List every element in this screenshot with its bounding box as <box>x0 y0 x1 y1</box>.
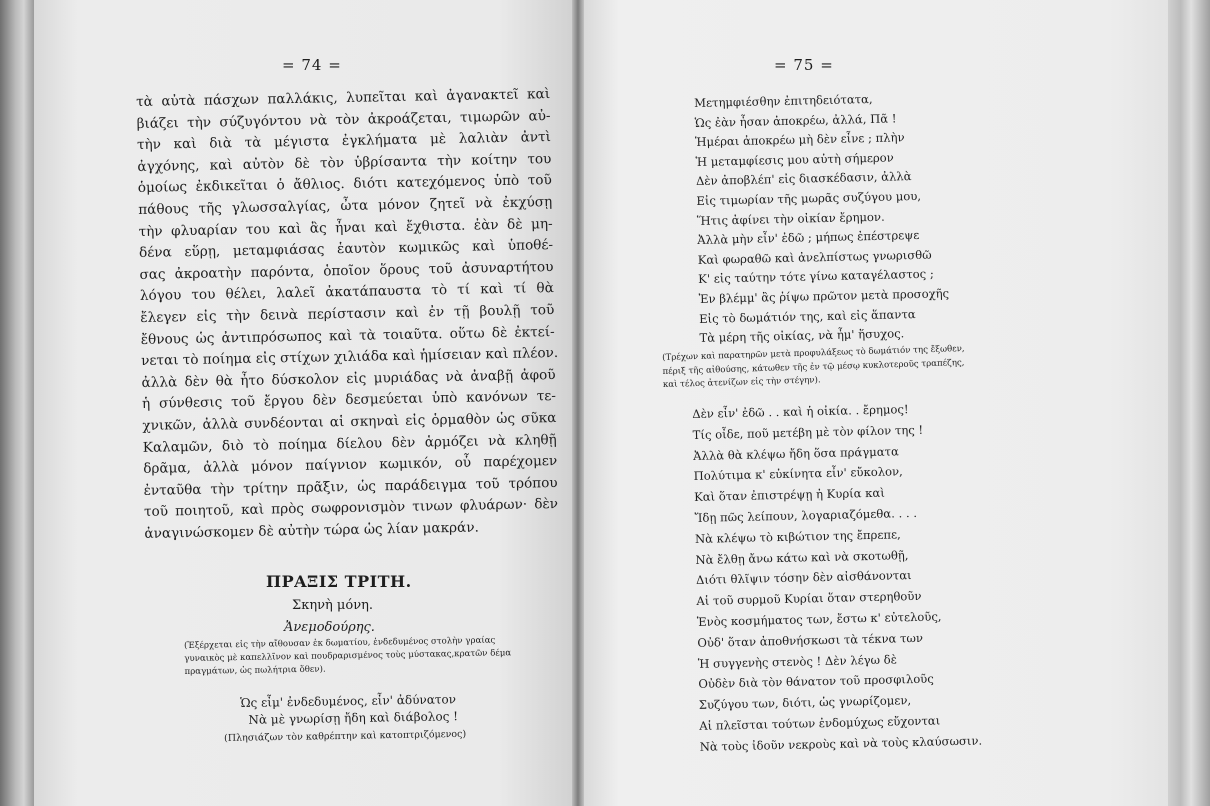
prose-line: σας ἀκροατὴν παρόντα, ὁποῖον ὅρους τοῦ ἀσυναρτήτου <box>139 258 554 283</box>
verse-line: Νὰ τοὺς ἰδοῦν νεκροὺς καὶ νὰ τοὺς κλαύσωσιν. <box>699 733 983 754</box>
left-page <box>34 0 580 806</box>
verse-line: Οὐδὲν διὰ τὸν θάνατον τοῦ προσφιλοῦς <box>698 671 934 692</box>
book-gutter <box>572 0 584 806</box>
verse-line: Δὲν εἶν' ἐδῶ . . καὶ ἡ οἰκία. . ἔρημος! <box>692 402 909 421</box>
verse-line: Νὰ ἔλθῃ ἄνω κάτω καὶ νὰ σκοτωθῇ, <box>695 547 909 567</box>
prose-line: πάθους τῆς γλωσσαλγίας, ὦτα μόνον ζητεῖ νὰ ἐκχύσῃ <box>138 194 553 218</box>
verse-line: Νὰ κλέψω τὸ κιβώτιον της ἔπρεπε, <box>694 527 901 546</box>
verse-line: Ἥτις ἀφίνει τὴν οἰκίαν ἔρημον. <box>696 209 885 228</box>
prose-line: ἡ σύνθεσις τοῦ ἔργου δὲν δεσμεύεται ὑπὸ κανόνων τε- <box>141 388 557 413</box>
stage-direction-line: πέριξ τῆς αἰθούσης, κάτωθεν τῆς ἐν τῷ μέσῳ κυκλοτεροῦς τραπέζης, <box>662 357 965 377</box>
prose-line: δένα εὕρῃ, μεταμφιάσας ἑαυτὸν κωμικῶς καὶ ὑποθέ- <box>138 237 554 262</box>
prose-line: ὁμοίως ἐκδικεῖται ὁ ἄθλιος. διότι κατεχόμενος ὑπὸ τοῦ <box>137 172 552 197</box>
stage-direction-line: (Τρέχων καὶ παρατηρῶν μετὰ προφυλάξεως τὸ δωμάτιόν της ἔξωθεν, <box>662 344 965 363</box>
character-name: Ἀνεμοδούρης. <box>284 620 375 635</box>
stage-direction-line: (Ἐξέρχεται εἰς τὴν αἴθουσαν ἐκ δωματίου, ἐνδεδυμένος στολὴν γραίας <box>184 635 496 651</box>
verse-block <box>240 691 458 729</box>
prose-line: ἀναγινώσκομεν δὲ αὐτὴν τώρα ὡς λίαν μακράν. <box>144 519 480 542</box>
prose-line: ἐνταῦθα τὴν τρίτην πρᾶξιν, ὡς παράδειγμα τοῦ τρόπου <box>143 474 558 499</box>
prose-line: ἀλλὰ δὲν θὰ ἦτο δύσκολον εἰς μυριάδας νὰ ἀναβῇ ἀφοῦ <box>141 366 556 391</box>
verse-line: Πολύτιμα κ' εὐκίνητα εἶν' εὔκολον, <box>693 464 903 484</box>
verse-line: Δὲν ἀποβλέπ' εἰς διασκέδασιν, ἀλλὰ <box>695 169 912 189</box>
verse-line: Νὰ μὲ γνωρίσῃ ἤδη καὶ διάβολος ! <box>248 709 459 727</box>
verse-line: Διότι θλῖψιν τόσην δὲν αἰσθάνονται <box>695 568 912 588</box>
verse-line: Οὐδ' ὅταν ἀποθνήσκωσι τὰ τέκνα των <box>697 630 924 650</box>
verse-line: Τίς οἶδε, ποῦ μετέβη μὲ τὸν φίλον της ! <box>692 422 924 442</box>
prose-line: τὴν καὶ διὰ τὰ μέγιστα ἐγκλήματα μὲ λαλιὰν ἀντὶ <box>136 129 552 154</box>
verse-block <box>694 88 950 348</box>
prose-line: τὴν φλυαρίαν του καὶ ἂς ἦναι καὶ ἔχθιστα. ἐὰν δὲ μη- <box>138 215 553 240</box>
verse-line: Ἡ μεταμφίεσις μου αὐτὴ σήμερον <box>695 150 894 169</box>
prose-line: βιάζει τὴν σύζυγόντου νὰ τὸν ἀκροάζεται, τιμωρῶν αὐ- <box>136 107 551 132</box>
stage-direction-line: γυναικὸς μὲ καπελλῖνον καὶ πουδραρισμένος τοὺς μύστακας,κρατῶν δέμα <box>184 648 512 664</box>
prose-line: τὰ αὐτὰ πάσχων παλλάκις, λυπεῖται καὶ ἀγανακτεῖ καὶ <box>136 86 551 110</box>
prose-line: ἔθνους ὡς ἀντιπρόσωπος καὶ τὰ τοιαῦτα. οὕτω δὲ ἐκτεί- <box>140 323 555 348</box>
verse-line: Τὰ μέρη τῆς οἰκίας, νὰ ἦμ' ἥσυχος. <box>699 326 905 346</box>
right-page <box>584 0 1168 806</box>
stage-direction-line: καὶ τέλος ἀτενίζων εἰς τὴν στέγην). <box>662 375 821 390</box>
prose-line: δρᾶμα, ἀλλὰ μόνον παίγνιον κωμικόν, οὗ παρέχομεν <box>143 453 558 478</box>
verse-line: Ἀλλὰ μὴν εἶν' ἐδῶ ; μήπως ἐπέστρεψε <box>697 228 920 248</box>
prose-line: Καλαμῶν, διὸ τὸ ποίημα δίελου δὲν ἁρμόζει νὰ κληθῇ <box>142 431 557 456</box>
verse-line: Ἡ συγγενὴς στενὸς ! Δὲν λέγω δὲ <box>697 651 898 671</box>
verse-line: Αἱ τοῦ συρμοῦ Κυρίαι ὅταν στερηθοῦν <box>696 589 922 609</box>
verse-line: Ἀλλὰ θὰ κλέψω ἤδη ὅσα πράγματα <box>693 443 899 463</box>
prose-line: ἀγχόνης, καὶ αὐτὸν δὲ τὸν ὑβρίσαντα τὴν κοίτην του <box>137 150 552 175</box>
page-number-left: = 74 = <box>282 56 342 74</box>
stage-direction <box>184 633 565 679</box>
verse-line: Εἰς τιμωρίαν τῆς μωρᾶς συζύγου μου, <box>696 188 922 208</box>
page-stack-edge <box>1168 0 1210 806</box>
verse-line: Ἴδῃ πῶς λείπουν, λογαριαζόμεθα. . . . <box>694 505 918 525</box>
verse-line: Ἑνὸς κοσμήματος των, ἔστω κ' εὐτελοῦς, <box>696 609 942 629</box>
act-heading: ΠΡΑΞΙΣ ΤΡΙΤΗ. <box>266 572 412 591</box>
verse-line: Αἱ πλεῖσται τούτων ἐνδομύχως εὔχονται <box>699 713 941 733</box>
prose-line: λόγου του θέλει, λαλεῖ ἀκατάπαυστα τὸ τί καὶ τί θὰ <box>139 280 555 305</box>
prose-line: χνικῶν, ἀλλὰ συνδέονται αἱ σκηναὶ εἰς ὁρμαθὸν ὡς σῦκα <box>142 409 557 434</box>
verse-line: Ὡς εἶμ' ἐνδεδυμένος, εἶν' ἀδύνατον <box>240 692 457 710</box>
closing-stage-direction: (Πλησιάζων τὸν καθρέπτην καὶ κατοπτριζόμενος) <box>224 728 467 744</box>
prose-paragraph <box>136 84 559 545</box>
verse-line: Ἡμέραι ἀποκρέω μὴ δὲν εἶνε ; πλὴν <box>694 130 905 150</box>
book-binding-edge <box>0 0 34 806</box>
scene-heading: Σκηνὴ μόνη. <box>292 598 374 613</box>
stage-direction-line: πραγμάτων, ὡς πωλήτρια ὅθεν). <box>184 664 326 677</box>
verse-line: Κ' εἰς ταύτην τότε γίνω καταγέλαστος ; <box>698 266 934 287</box>
verse-line: Μετημφιέσθην ἐπιτηδειότατα, <box>694 91 873 110</box>
verse-line: Ὡς ἐὰν ἦσαν ἀποκρέω, ἀλλά, Πᾶ ! <box>694 111 897 130</box>
verse-line: Εἰς τὸ δωμάτιόν της, καὶ εἰς ἅπαντα <box>698 306 916 326</box>
verse-line: Καὶ ὅταν ἐπιστρέψῃ ἡ Κυρία καὶ <box>693 485 886 505</box>
verse-line: Συζύγου των, διότι, ὡς γνωρίζομεν, <box>698 693 912 713</box>
prose-line: ἔλεγεν εἰς τὴν δεινὰ περίστασιν καὶ ἐν τῇ βουλῇ τοῦ <box>140 301 555 326</box>
verse-block <box>692 398 982 758</box>
prose-line: νεται τὸ ποίημα εἰς στίχων χιλιάδα καὶ ἡμίσειαν καὶ πλέον. <box>141 345 559 370</box>
verse-line: Ἐν βλέμμ' ἂς ῥίψω πρῶτον μετὰ προσοχῆς <box>698 286 950 306</box>
verse-line: Καὶ φωραθῶ καὶ ἀνελπίστως γνωρισθῶ <box>697 247 932 267</box>
prose-line: τοῦ ποιητοῦ, καὶ πρὸς σωφρονισμὸν τινων φλυάρων· δὲν <box>143 496 559 521</box>
page-number-right: = 75 = <box>774 56 834 74</box>
